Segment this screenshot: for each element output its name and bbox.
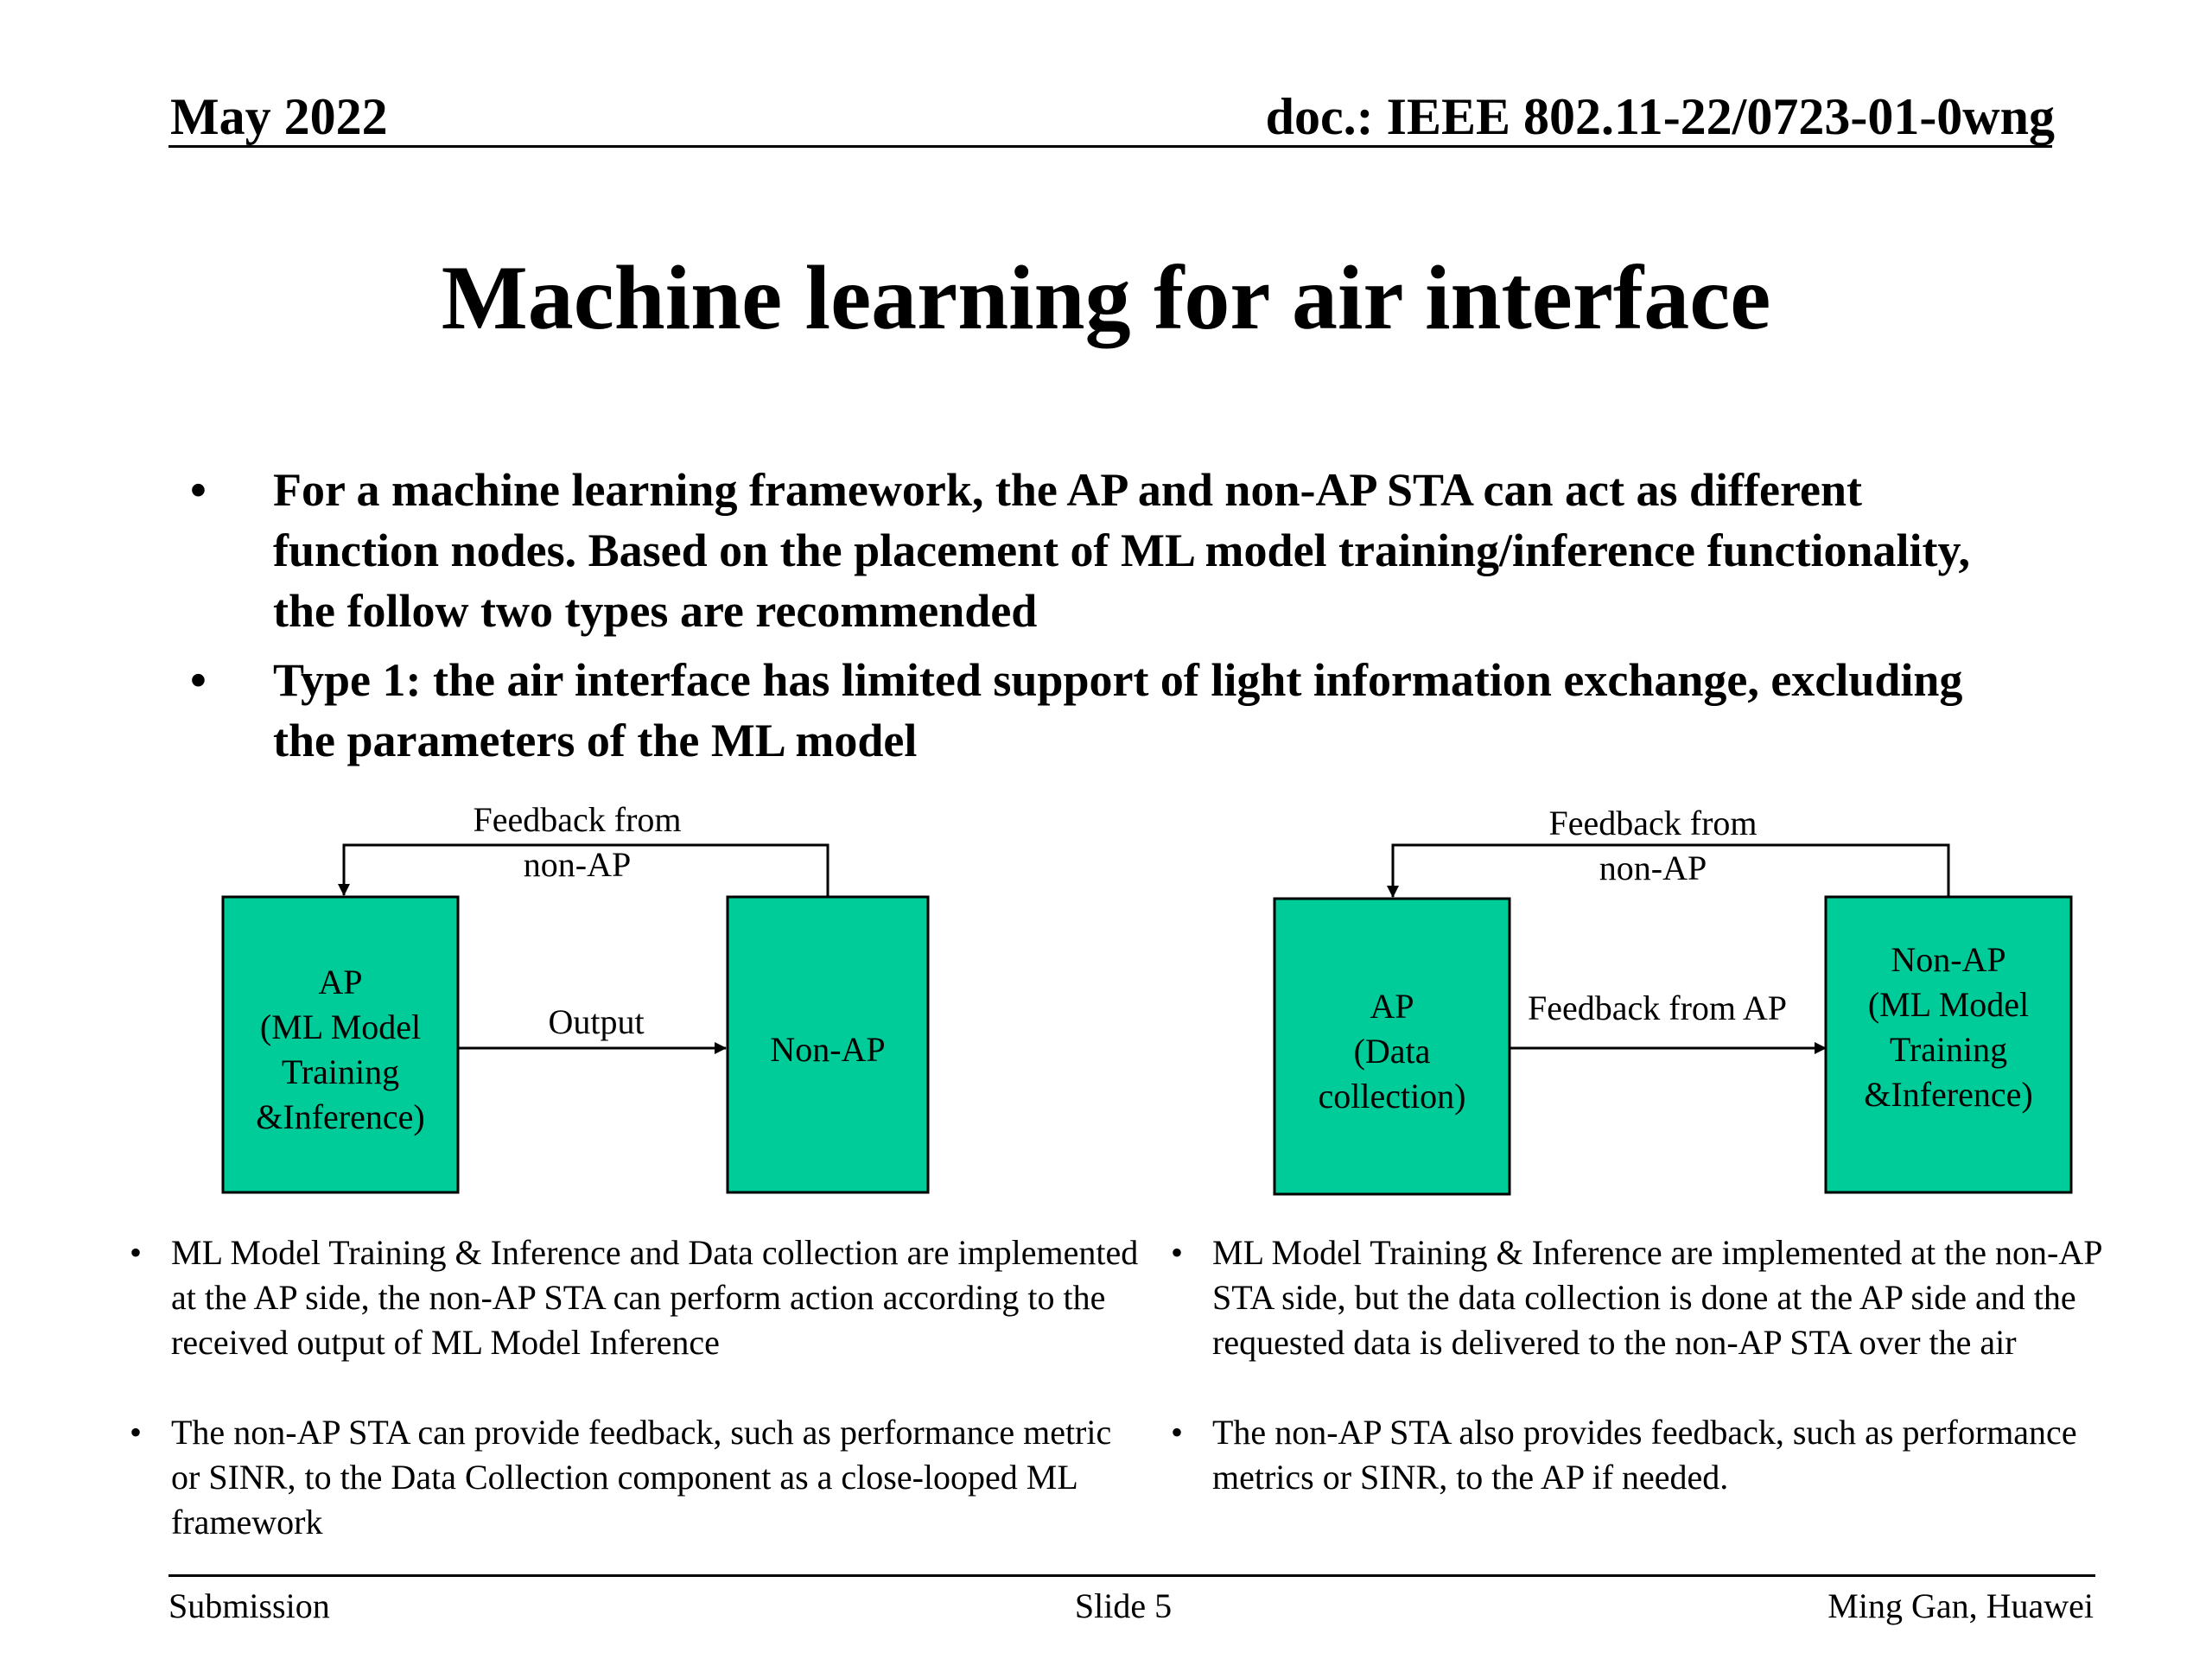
diagram-right [1274, 804, 2071, 1194]
slide-title: Machine learning for air interface [441, 247, 1771, 348]
nonap-box-line1: Non-AP [770, 1030, 886, 1069]
footer-author: Ming Gan, Huawei [1827, 1586, 2094, 1625]
note-text: ML Model Training & Inference and Data collection are implemented at the AP side, the non-AP STA can perform action according to the received output of ML Model Inference [171, 1233, 1139, 1362]
feedback-label-line1: Feedback from [1548, 804, 1758, 842]
bullet-dot: • [130, 1413, 143, 1452]
feedback-label-line1: Feedback from [473, 800, 682, 839]
footer-divider [168, 1574, 2095, 1577]
note-right-item [1171, 1230, 2147, 1412]
nonap-box-line3: Training [1889, 1030, 2008, 1069]
ap-box-line2: (ML Model [259, 1007, 422, 1046]
ap-box-line4: &Inference) [256, 1097, 425, 1136]
bullet-dot: • [1171, 1233, 1184, 1272]
diagram-left [223, 800, 928, 1192]
ap-box-line1: AP [318, 963, 363, 1001]
note-left-item [130, 1410, 1149, 1548]
header-doc-number: doc.: IEEE 802.11-22/0723-01-0wng [1265, 88, 2055, 145]
bullet-text: For a machine learning framework, the AP and non-AP STA can act as different function nodes. Based on the placement of ML model training/inference functionality, the follow two types are recommended [273, 464, 1971, 637]
note-text: ML Model Training & Inference are implemented at the non-AP STA side, but the data collection is done at the AP side and the requested data is delivered to the non-AP STA over the air [1212, 1233, 2102, 1362]
feedback-label-line2: non-AP [1599, 849, 1707, 887]
note-right-item [1171, 1410, 2147, 1505]
nonap-box-line1: Non-AP [1891, 940, 2006, 979]
nonap-box-line4: &Inference) [1864, 1075, 2033, 1114]
feedback-from-ap-label: Feedback from AP [1528, 988, 1787, 1027]
note-left-item [130, 1230, 1149, 1412]
footer-submission: Submission [168, 1586, 330, 1625]
feedback-label-line2: non-AP [523, 845, 632, 884]
bullet-dot: • [190, 464, 207, 516]
nonap-box-line2: (ML Model [1867, 985, 2030, 1024]
header-date: May 2022 [170, 88, 388, 145]
bullet-dot: • [190, 654, 207, 706]
note-text: The non-AP STA can provide feedback, such as performance metric or SINR, to the Data Collection component as a close-looped ML framework [171, 1413, 1112, 1541]
note-text: The non-AP STA also provides feedback, such as performance metrics or SINR, to the AP if needed. [1212, 1413, 2077, 1497]
bullet-dot: • [1171, 1413, 1184, 1452]
footer-slide-number: Slide 5 [1074, 1586, 1173, 1625]
ap-box-line3: collection) [1318, 1077, 1466, 1116]
ap-box-line3: Training [281, 1052, 400, 1091]
bullet-text: Type 1: the air interface has limited support of light information exchange, excluding the parameters of the ML model [273, 654, 1963, 766]
ap-box-line2: (Data [1353, 1032, 1431, 1071]
output-label: Output [548, 1002, 645, 1041]
bullet-dot: • [130, 1233, 143, 1272]
ap-box-line1: AP [1370, 987, 1414, 1026]
